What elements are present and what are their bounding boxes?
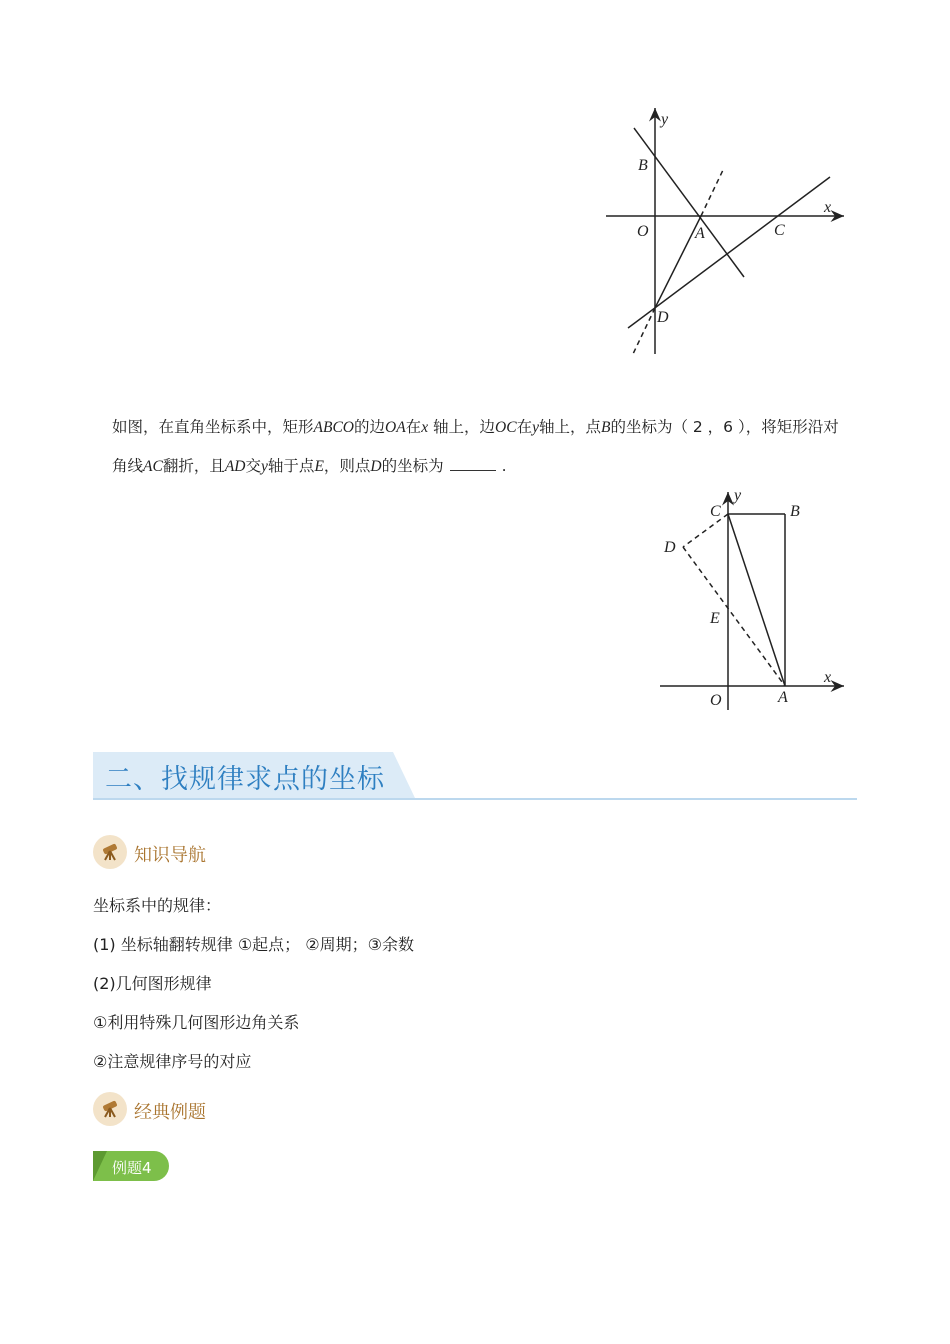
dashed-da [683,547,785,686]
math-d: D [370,458,382,475]
rule-item-2: (2)几何图形规律 [93,974,212,993]
math-x: x [421,419,429,436]
diagonal-ca [728,514,785,686]
fig2-point-c-label: C [710,503,721,520]
rules-intro: 坐标系中的规律： [93,896,222,915]
problem-statement [112,408,852,486]
fig2-origin-label: O [710,692,722,709]
problem-text: 在 [405,418,422,436]
math-abco: ABCO [313,419,354,436]
section-banner [93,752,857,800]
fig1-point-b-label: B [638,157,648,174]
math-ad: AD [224,458,246,475]
math-oc: OC [495,419,517,436]
fig1-origin-label: O [637,223,649,240]
classic-examples-label: 经典例题 [134,1102,206,1123]
dashed-line-lower [633,308,655,354]
fig1-x-label: x [824,199,832,216]
rule-item-1: (1) 坐标轴翻转规律 ①起点； ②周期；③余数 [93,935,414,954]
problem-text: 轴上，点 [538,418,601,436]
problem-text: 的边 [353,418,385,436]
problem-text: 轴上，边 [428,418,496,436]
rule-item-4: ②注意规律序号的对应 [93,1052,252,1071]
math-ac: AC [143,458,163,475]
problem-text: 翻折，且 [162,457,225,475]
figure-1-coordinate-diagram [600,100,860,360]
problem-text: 在 [516,418,533,436]
dashed-line-upper [701,170,723,216]
rule-item-3: ①利用特殊几何图形边角关系 [93,1013,300,1032]
fig1-point-d-label: D [657,309,669,326]
fig2-x-label: x [824,669,832,686]
problem-text: 轴于点 [267,457,315,475]
math-b: B [600,419,611,436]
fig1-y-label: y [661,111,669,128]
fig2-point-a-label: A [778,689,788,706]
problem-text: 如图，在直角坐标系中，矩形 [112,418,314,436]
line-through-b [634,128,744,277]
fig2-point-e-label: E [710,610,720,627]
math-e: E [314,458,324,475]
math-oa: OA [385,419,406,436]
example-tag [93,1151,169,1181]
problem-text: . [501,457,507,475]
problem-text: 交 [245,457,262,475]
dashed-cd [683,514,728,547]
fig1-point-c-label: C [774,222,785,239]
math-y: y [532,419,539,436]
problem-text: 的坐标为 [381,457,444,475]
problem-text: ，则点 [323,457,371,475]
math-y: y [261,458,268,475]
fig2-point-b-label: B [790,503,800,520]
section-title: 二、找规律求点的坐标 [105,764,385,795]
answer-blank[interactable] [450,456,496,471]
example-tag-label: 例题4 [112,1159,152,1177]
fig2-point-d-label: D [664,539,676,556]
line-through-d-c [628,177,830,328]
problem-text: 的坐标为（ 2 ，6 ），将矩形沿对角线 [112,418,839,475]
section-banner-underline [93,798,857,800]
telescope-icon [93,835,127,869]
telescope-icon [93,1092,127,1126]
fig1-point-a-label: A [695,225,705,242]
figure-2-rectangle-fold-diagram [650,482,860,718]
knowledge-nav-label: 知识导航 [134,845,206,866]
fig2-y-label: y [734,487,742,504]
